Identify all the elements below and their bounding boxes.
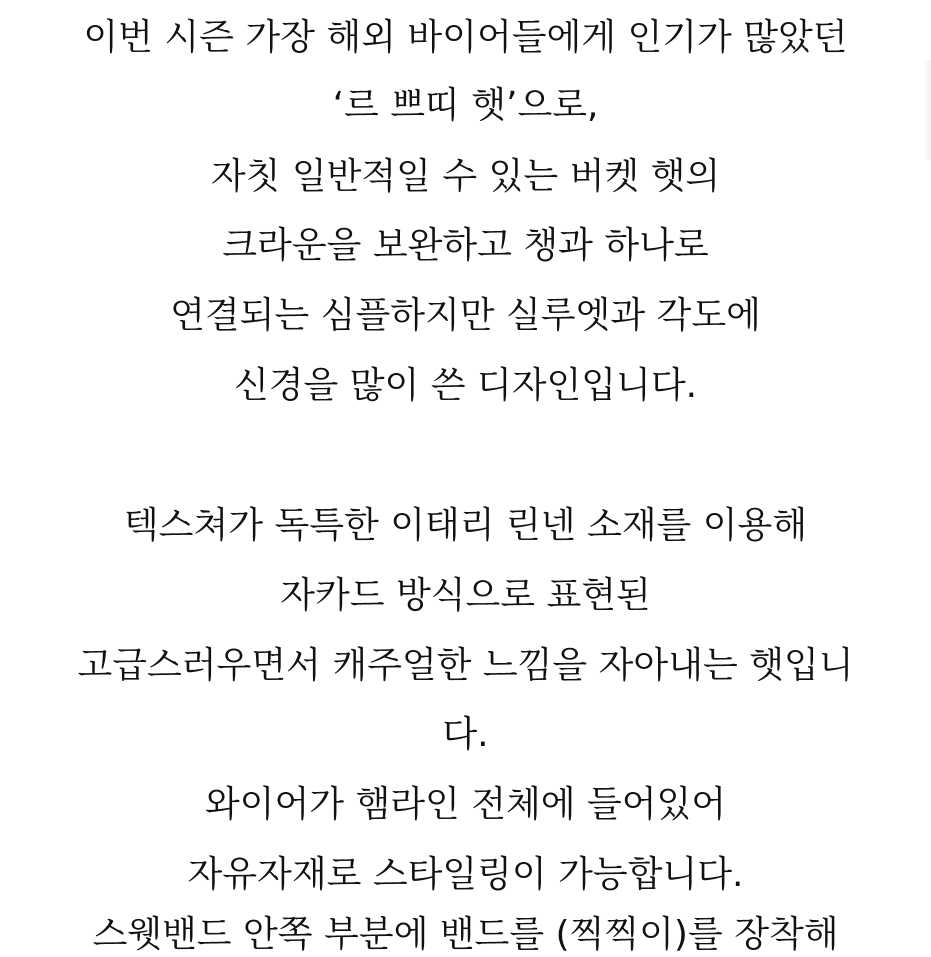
- text-line: 자칫 일반적일 수 있는 버켓 햇의: [210, 156, 721, 197]
- scrollbar-shadow: [923, 60, 931, 160]
- text-line: 크라운을 보완하고 챙과 하나로: [222, 225, 709, 266]
- text-line: 자카드 방식으로 표현된: [280, 575, 651, 616]
- text-line: 신경을 많이 쓴 디자인입니다.: [233, 365, 698, 406]
- text-line: 이번 시즌 가장 해외 바이어들에게 인기가 많았던: [83, 17, 848, 58]
- text-line: 고급스러우면서 캐주얼한 느낌을 자아내는 햇입니: [77, 645, 854, 686]
- text-line: 다.: [442, 714, 489, 755]
- text-line: ‘르 쁘띠 햇’으로,: [332, 85, 599, 126]
- text-line: 연결되는 심플하지만 실루엣과 각도에: [170, 295, 761, 336]
- text-line: 와이어가 햄라인 전체에 들어있어: [204, 784, 727, 825]
- text-line: 자유자재로 스타일링이 가능합니다.: [187, 854, 744, 895]
- text-line: 텍스쳐가 독특한 이태리 린넨 소재를 이용해: [123, 505, 808, 546]
- text-line: 스웻밴드 안쪽 부분에 밴드를 (찍찍이)를 장착해: [92, 914, 839, 955]
